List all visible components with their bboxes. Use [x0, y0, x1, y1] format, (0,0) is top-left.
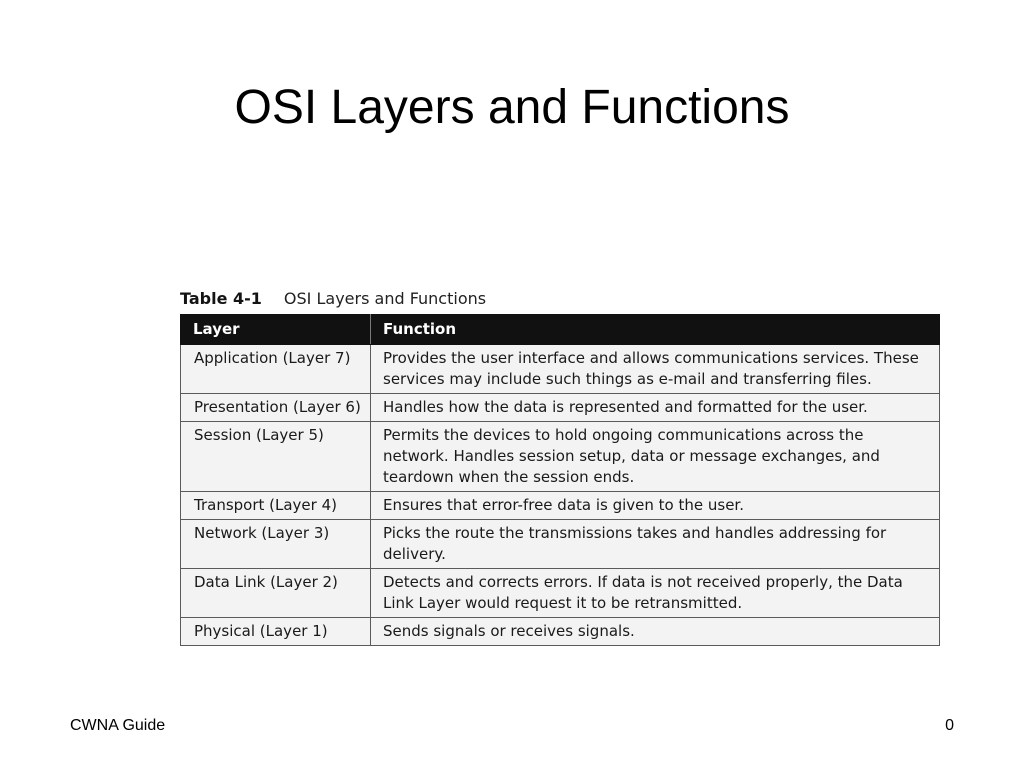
- table-row: [181, 520, 940, 569]
- slide-title: OSI Layers and Functions: [234, 81, 790, 134]
- table-caption-label: Table 4-1: [180, 289, 262, 308]
- layer-cell: Presentation (Layer 6): [181, 394, 371, 422]
- layer-cell: Data Link (Layer 2): [181, 569, 371, 618]
- osi-table-figure: [180, 288, 940, 646]
- function-cell: Detects and corrects errors. If data is not received properly, the Data Link Layer would request it to be retransmitted.: [371, 569, 940, 618]
- table-row: [181, 618, 940, 646]
- table-row: [181, 345, 940, 394]
- table-caption-text: OSI Layers and Functions: [283, 289, 487, 308]
- table-header-row: [181, 315, 940, 345]
- column-header-function: Function: [371, 315, 940, 345]
- layer-cell: Transport (Layer 4): [181, 492, 371, 520]
- layer-cell: Session (Layer 5): [181, 422, 371, 492]
- osi-layers-table: [180, 314, 940, 646]
- function-cell: Permits the devices to hold ongoing communications across the network. Handles session setup, data or message exchanges, and teardown when the session ends.: [371, 422, 940, 492]
- table-caption: [180, 288, 940, 314]
- layer-cell: Network (Layer 3): [181, 520, 371, 569]
- function-cell: Sends signals or receives signals.: [371, 618, 940, 646]
- table-row: [181, 394, 940, 422]
- function-cell: Picks the route the transmissions takes and handles addressing for delivery.: [371, 520, 940, 569]
- layer-cell: Application (Layer 7): [181, 345, 371, 394]
- footer-course-title: CWNA Guide: [70, 717, 166, 734]
- table-row: [181, 422, 940, 492]
- function-cell: Handles how the data is represented and formatted for the user.: [371, 394, 940, 422]
- function-cell: Ensures that error-free data is given to the user.: [371, 492, 940, 520]
- layer-cell: Physical (Layer 1): [181, 618, 371, 646]
- table-row: [181, 492, 940, 520]
- column-header-layer: Layer: [181, 315, 371, 345]
- slide-page-number: 0: [945, 717, 954, 734]
- function-cell: Provides the user interface and allows communications services. These services may include such things as e-mail and transferring files.: [371, 345, 940, 394]
- table-row: [181, 569, 940, 618]
